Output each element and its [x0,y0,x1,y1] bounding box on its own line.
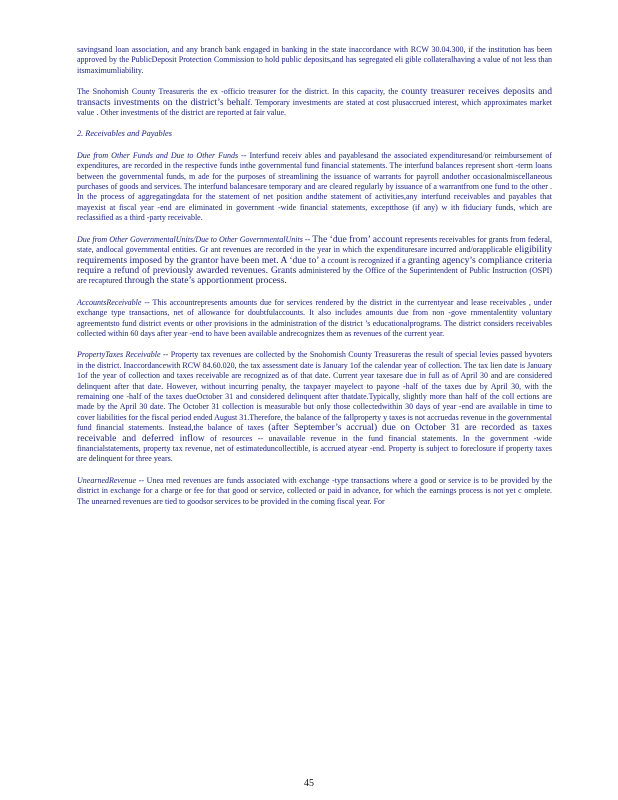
term-label: Due from Other Funds and Due to Other Funds [77,150,239,160]
paragraph-text: savingsand loan association, and any branch bank engaged in banking in the state inaccordance with RCW 30.04.300, if the institution has been approved by the PublicDeposit Protection Commission to hold public deposits,and has segregated eli gible collateralhaving a value of not less than itsmaximumliability. [77,45,552,75]
paragraph-text: The Snohomish County Treasureris the ex -officio treasurer for the district. In this capacity, the [77,87,398,97]
paragraph-text: f. Temporary investments are stated at cost plusaccrued interest, which approximates market value . Other investments of the district are reported at fair value. [77,97,552,118]
paragraph-text-large: (after September’s accrual) due on October 31 are recorded as taxes receivable and deferred inflow [77,422,552,444]
paragraph-county-treasurer [77,87,552,118]
paragraph-text: represents receivables for grants from federal, state, andlocal governmental entities. Gr ant revenues are recorded in the year in which the expendituresare incurred and/orapplicable [77,234,553,255]
paragraph-unearned-revenue [77,476,552,507]
section-heading-receivables: 2. Receivables and Payables [77,129,172,139]
document-body [77,45,552,518]
paragraph-text-large: through the state’s apportionment process. [124,275,287,287]
paragraph-text: of resources -- unavailable revenue in the fund financial statements. In the government -wide financialstatements, property tax revenue, net of estimateduncollectible, is accrued atyear -end. Property is subject to foreclosure if property taxes are delinquent for three years. [77,433,552,464]
paragraph-due-other-funds [77,151,552,224]
paragraph-text-large: The ‘due from’ account [312,233,403,245]
paragraph-text: administered by the Office of the Superintendent of Public Instruction (OSPI) are recaptured [77,265,552,286]
term-label: Due from Other GovernmentalUnits/Due to Other GovernmentalUnits [77,234,303,244]
paragraph-due-governmental-units [77,235,552,287]
paragraph-text: ccount is recognized if a [325,255,408,265]
page-number: 45 [304,778,314,789]
paragraph-text-large: granting agency’s compliance criteria require a refund of previously awarded revenues. Grants [77,254,553,276]
paragraph-text: -- [302,234,313,244]
paragraph-text-large: eligibility requirements imposed by the grantor have been met. A ‘due to’ a [77,244,552,266]
paragraph-text: -- Interfund receiv ables and payablesand the associated expendituresand/or reimbursement of expenditures, are recorded in the respective funds inthe governmental fund financial statements. The interfund balances represent short -term loans between the governmental funds, m ade for the purposes of streamlining the issuance of warrants for payroll andother occasionalmiscellaneous purchases of goods and services. The interfund balancesare temporary and are cleared regularly by issuance of a warrantfrom one fund to the other . In the process of aggregatingdata for the statement of net position andthe statement of activities,any interfund receivables and payables that mayexist at fiscal year -end are eliminated in government -wide financial statements, exceptthose (if any) w ith fiduciary funds, which are reclassified as a third -party receivable. [77,150,552,223]
term-label: PropertyTaxes Receivable [77,350,161,360]
paragraph-property-taxes [77,350,552,464]
term-label: UnearnedRevenue [77,475,137,485]
paragraph-deposit-institutions [77,45,552,76]
term-label: AccountsReceivable [77,297,142,307]
paragraph-text: -- Unea rned revenues are funds associated with exchange -type transactions where a good or service is to be provided by the district in exchange for a charge or fee for that good or service, collected or paid in advance, for which the earnings process is not yet c omplete. The unearned revenues are tied to goodsor services to be provided in the coming fiscal year. For [77,475,552,506]
paragraph-text: -- Property tax revenues are collected by the Snohomish County Treasureras the result of special levies passed byvoters in the district. Inaccordancewith RCW 84.60.020, the tax assessment date is January 1of the calendar year of collection. The tax lien date is January 1of the year of collection and taxes receivable are recognized as of that date. Current year taxesare due in full as of April 30 and are considered delinquent after that date. However, without incurring penalty, the taxpayer mayelect to payone -half of the taxes due by April 30, with the remaining one -half of the taxes dueOctober 31 and considered delinquent after thatdate.Typically, slightly more than half of the coll ections are made by the April 30 date. The October 31 collection is measurable but only those collectedwithin 30 days of year -end are available in time to cover liabilities for the fiscal period ended August 31.Therefore, the balance of the fallproperty y taxes is not accruedas revenue in the governmental fund financial statements. Instead,the balance of taxes [77,350,553,433]
paragraph-text-large: county treasurer receives deposits and transacts investments on the district’s behal [77,86,552,108]
paragraph-text: -- This accountrepresents amounts due for services rendered by the district in the currentyear and lease receivables , under exchange type transactions, net of allowance for doubtfulaccounts. It also includes amounts due from non -gove rnmentalentity voluntary agreementsto fund district events or other provisions in the administration of the district ’s educationalprograms. The district considers receivables collected within 60 days after year -end to have been available andrecognizes them as revenues of the current year. [77,297,552,338]
paragraph-accounts-receivable [77,298,552,340]
